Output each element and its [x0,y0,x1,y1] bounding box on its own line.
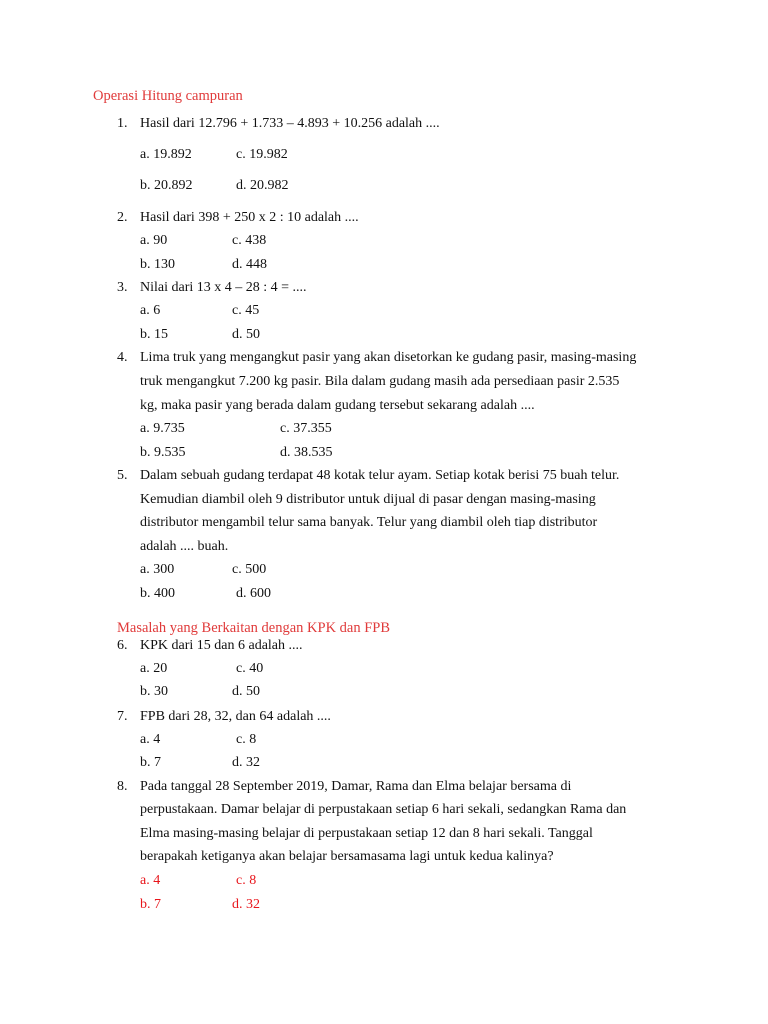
option-b: b. 30 [140,684,168,699]
option-b: b. 130 [140,257,175,272]
option-c: c. 37.355 [280,421,332,436]
option-b: b. 20.892 [140,178,193,193]
question-text: perpustakaan. Damar belajar di perpustakaan setiap 6 hari sekali, sedangkan Rama dan [140,802,627,817]
option-b: b. 15 [140,327,168,342]
section-heading: Masalah yang Berkaitan dengan KPK dan FPB [117,620,391,636]
question-text: Dalam sebuah gudang terdapat 48 kotak telur ayam. Setiap kotak berisi 75 buah telur. [140,468,620,483]
option-d: d. 448 [232,257,267,272]
question-number: 8. [117,779,128,794]
option-d: d. 20.982 [236,178,289,193]
option-b: b. 9.535 [140,445,186,460]
question-text: KPK dari 15 dan 6 adalah .... [140,638,303,653]
option-b: b. 400 [140,586,175,601]
question-text: Kemudian diambil oleh 9 distributor untuk dijual di pasar dengan masing-masing [140,492,596,507]
option-d: d. 50 [232,684,260,699]
option-c: c. 8 [236,873,257,888]
question-text: truk mengangkut 7.200 kg pasir. Bila dalam gudang masih ada persediaan pasir 2.535 [140,374,620,389]
option-a: a. 300 [140,562,175,577]
question-text: distributor mengambil telur sama banyak. Telur yang diambil oleh tiap distributor [140,515,598,530]
option-d: d. 32 [232,755,260,770]
option-a: a. 4 [140,873,161,888]
section-heading: Operasi Hitung campuran [93,88,243,104]
question-number: 3. [117,280,128,295]
option-d: d. 32 [232,897,260,912]
question-text: Pada tanggal 28 September 2019, Damar, Rama dan Elma belajar bersama di [140,779,572,794]
question-text: kg, maka pasir yang berada dalam gudang tersebut sekarang adalah .... [140,398,535,413]
option-a: a. 9.735 [140,421,185,436]
question-text: Hasil dari 398 + 250 x 2 : 10 adalah .... [140,210,359,225]
option-a: a. 20 [140,661,168,676]
question-number: 5. [117,468,128,483]
option-b: b. 7 [140,755,161,770]
question-text: Lima truk yang mengangkut pasir yang akan disetorkan ke gudang pasir, masing-masing [140,350,637,365]
question-text: Nilai dari 13 x 4 – 28 : 4 = .... [140,280,307,295]
option-c: c. 500 [232,562,267,577]
question-text: Hasil dari 12.796 + 1.733 – 4.893 + 10.256 adalah .... [140,116,440,131]
question-number: 6. [117,638,128,653]
option-b: b. 7 [140,897,161,912]
option-a: a. 90 [140,233,168,248]
option-d: d. 50 [232,327,260,342]
question-number: 2. [117,210,128,225]
option-c: c. 45 [232,303,260,318]
option-c: c. 19.982 [236,147,288,162]
question-text: FPB dari 28, 32, dan 64 adalah .... [140,709,331,724]
question-number: 1. [117,116,128,131]
option-d: d. 38.535 [280,445,333,460]
question-number: 7. [117,709,128,724]
option-a: a. 4 [140,732,161,747]
question-text: Elma masing-masing belajar di perpustakaan setiap 12 dan 8 hari sekali. Tanggal [140,826,593,841]
option-c: c. 40 [236,661,264,676]
question-number: 4. [117,350,128,365]
option-a: a. 19.892 [140,147,192,162]
option-d: d. 600 [236,586,271,601]
option-a: a. 6 [140,303,161,318]
option-c: c. 8 [236,732,257,747]
question-text: adalah .... buah. [140,539,229,554]
option-c: c. 438 [232,233,267,248]
question-text: berapakah ketiganya akan belajar bersamasama lagi untuk kedua kalinya? [140,849,554,864]
